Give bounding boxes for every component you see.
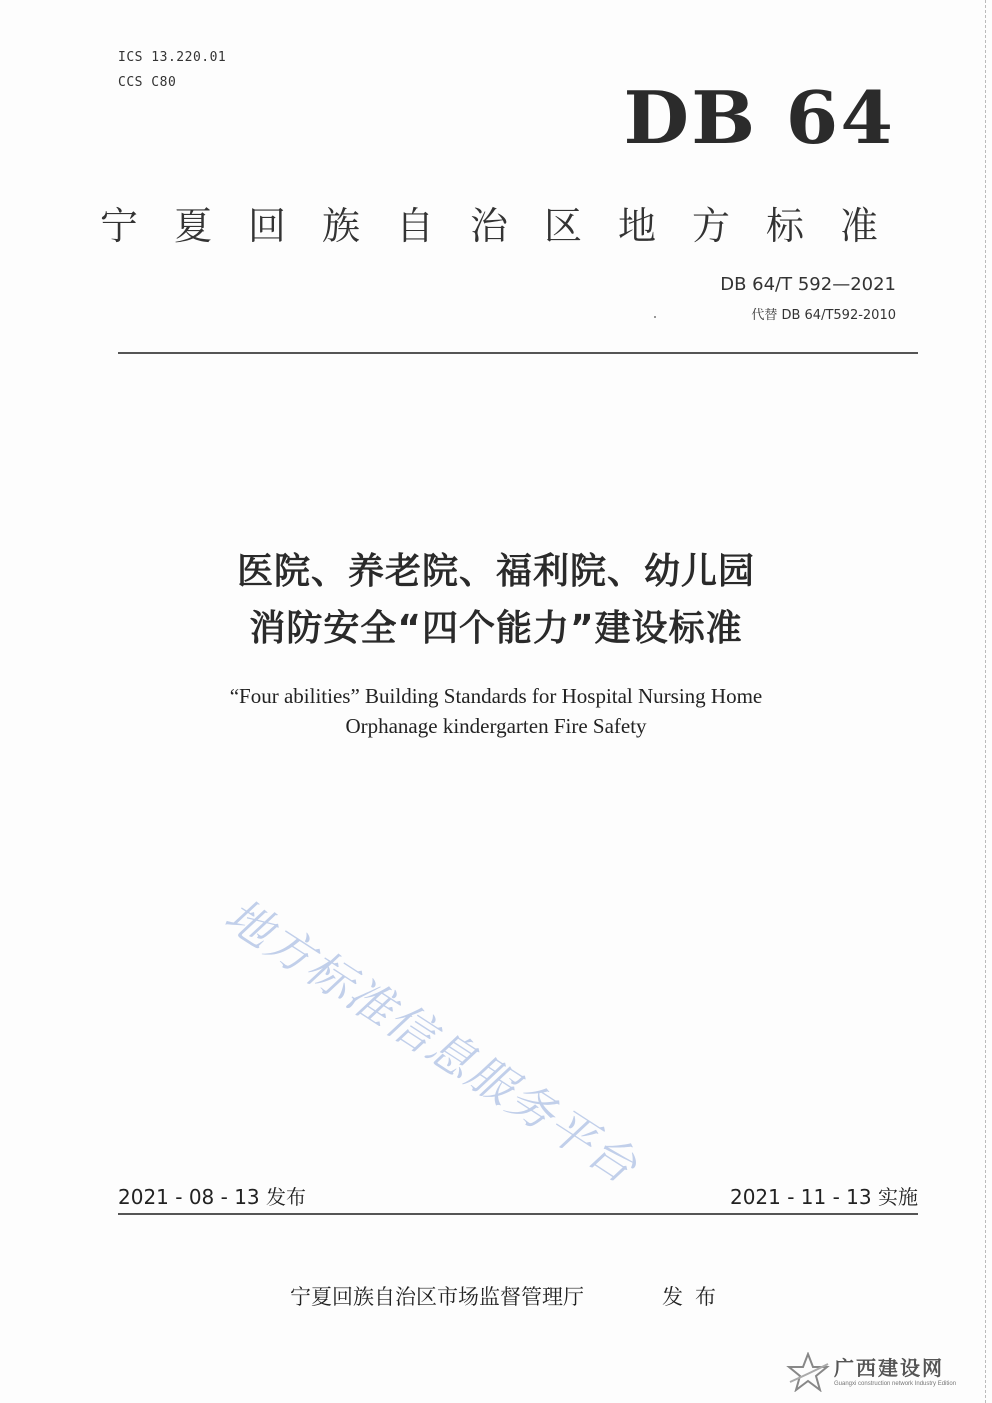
top-divider bbox=[118, 352, 918, 354]
bottom-divider bbox=[118, 1213, 918, 1215]
implement-date: 2021 - 11 - 13 实施 bbox=[729, 1185, 918, 1209]
star-logo-icon bbox=[786, 1352, 830, 1392]
ics-code: ICS 13.220.01 bbox=[118, 50, 227, 65]
title-en-line2: Orphanage kindergarten Fire Safety bbox=[345, 714, 647, 738]
issuer-name: 宁夏回族自治区市场监督管理厅 bbox=[290, 1285, 584, 1309]
title-cn-line2: 消防安全“四个能力”建设标准 bbox=[249, 608, 743, 649]
ccs-code: CCS C80 bbox=[118, 75, 177, 90]
title-cn-line1: 医院、养老院、福利院、幼儿园 bbox=[236, 551, 755, 592]
replaces-standard: 代替 DB 64/T592-2010 bbox=[751, 308, 896, 323]
db-logo: DB 64 bbox=[623, 75, 896, 160]
standard-type-heading: 宁夏回族自治区地方标准 bbox=[100, 204, 915, 248]
scan-speck bbox=[654, 316, 656, 318]
publish-date: 2021 - 08 - 13 发布 bbox=[118, 1185, 307, 1209]
stamp-title: 广西建设网 bbox=[834, 1355, 944, 1380]
stamp-subtitle: Guangxi construction network Industry Edition bbox=[834, 1380, 957, 1387]
site-stamp bbox=[786, 1352, 956, 1392]
issue-action: 发布 bbox=[662, 1285, 728, 1309]
title-en-line1: “Four abilities” Building Standards for Hospital Nursing Home bbox=[229, 684, 763, 708]
standard-number: DB 64/T 592—2021 bbox=[720, 274, 896, 295]
watermark-text: 地方标准信息服务平台 bbox=[215, 887, 648, 1195]
